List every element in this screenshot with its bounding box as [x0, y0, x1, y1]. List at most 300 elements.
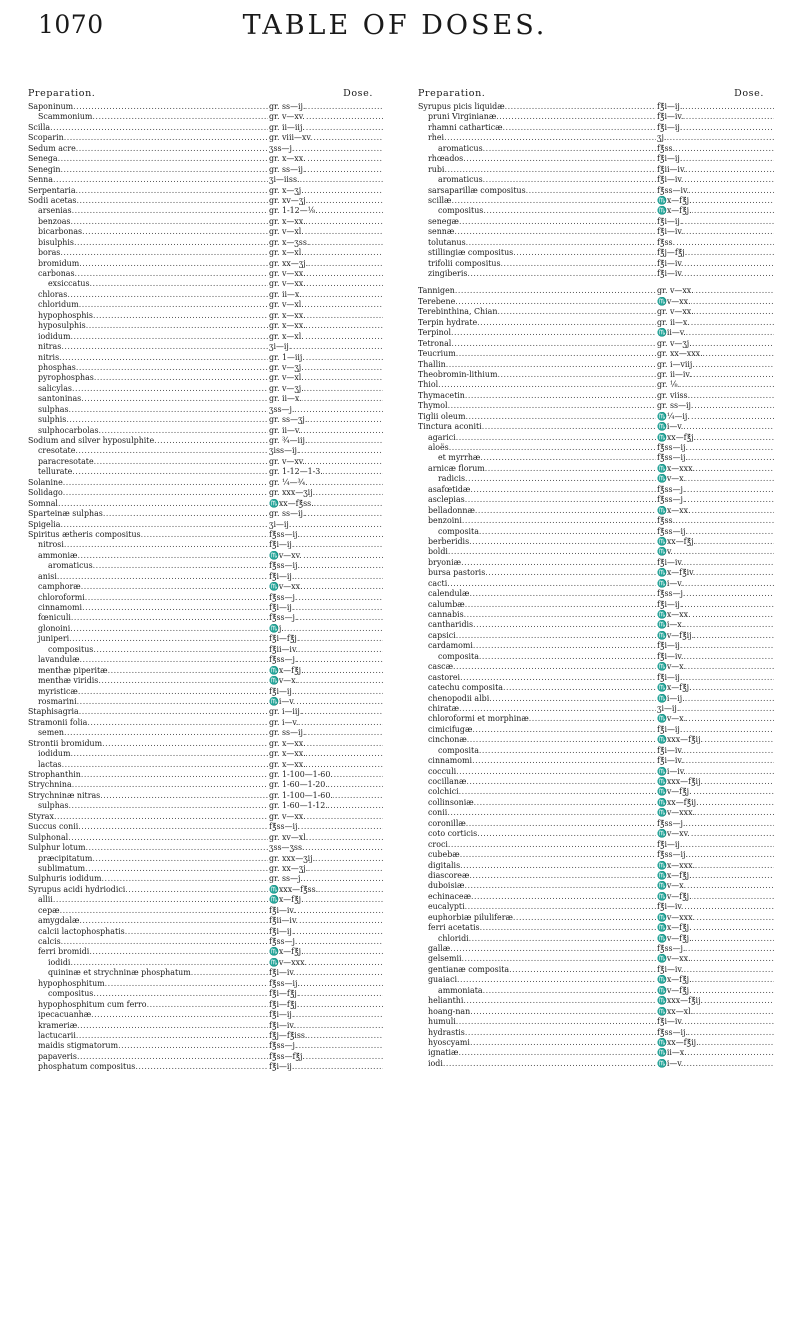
preparation-name: Stramonii folia	[28, 717, 88, 727]
dose-entry	[28, 373, 383, 383]
preparation-name: euphorbiæ piluliferæ	[428, 912, 513, 922]
dot-leader	[79, 259, 383, 269]
preparation-name: Terpin hydrate	[418, 317, 478, 327]
preparation-name: colchici	[428, 787, 459, 797]
dot-leader	[141, 530, 383, 540]
preparation-name: Teucrium	[418, 349, 456, 359]
dose-entry	[28, 112, 383, 122]
dot-leader	[73, 102, 383, 112]
dose-entry	[418, 380, 774, 390]
dose-value: ♏v—xx.	[657, 296, 691, 306]
dot-leader	[147, 1000, 383, 1010]
dose-value: ♏v—xxx.	[269, 957, 308, 967]
dose-entry	[418, 819, 774, 829]
dose-entry	[418, 589, 774, 599]
dot-leader	[60, 906, 383, 916]
preparation-name: ipecacuanhæ	[38, 1010, 92, 1020]
preparation-name: Styrax	[28, 811, 54, 821]
dose-entry	[418, 328, 774, 338]
dot-leader	[485, 464, 774, 474]
dot-leader	[470, 1038, 774, 1048]
dose-entry	[28, 958, 383, 968]
dose-value: ♏v—xx.	[657, 954, 691, 964]
dot-leader	[444, 133, 774, 143]
dot-leader	[459, 217, 774, 227]
dose-value: f℥ss—j.	[269, 613, 298, 623]
dose-value: f℥i—iv.	[657, 745, 684, 755]
preparation-name: tellurate	[38, 467, 73, 477]
dose-value: f℥i—ij.	[657, 102, 683, 111]
preparation-name: quininæ et strychninæ phosphatum	[48, 968, 191, 978]
dot-leader	[463, 154, 774, 164]
dot-leader	[483, 144, 774, 154]
dot-leader	[63, 488, 383, 498]
dose-value: gr. 1-12—1-3.	[269, 467, 323, 477]
dose-entry	[418, 641, 774, 651]
dot-leader	[444, 165, 774, 175]
dot-leader	[76, 186, 383, 196]
preparation-name: rhei	[428, 133, 445, 143]
dose-value: gr. 1-60—1-20.	[269, 780, 328, 790]
preparation-name: bryoniæ	[428, 557, 462, 567]
dose-entry	[28, 446, 383, 456]
dot-leader	[75, 269, 383, 279]
dot-leader	[465, 1028, 774, 1038]
dot-leader	[479, 527, 774, 537]
dose-value: f℥j—f℥iss.	[269, 1030, 308, 1040]
dose-value: gr. x—ʒj.	[269, 185, 304, 195]
preparation-name: cannabis	[428, 610, 464, 619]
dot-leader	[459, 704, 774, 714]
dot-leader	[474, 798, 774, 808]
dose-entry	[28, 227, 383, 237]
dose-value: f℥ii—iv.	[269, 644, 298, 654]
dose-value: gr. v—xl.	[269, 227, 304, 237]
dose-value: f℥i—iv.	[657, 651, 684, 661]
dose-value: f℥ss—ij.	[657, 1027, 688, 1037]
dose-entry	[28, 259, 383, 269]
preparation-name: sulphis	[38, 415, 67, 425]
dose-value: f℥i—ij.	[269, 571, 295, 581]
dose-value: gr. v—xl.	[269, 373, 304, 383]
dot-leader	[69, 801, 383, 811]
dose-entry	[28, 906, 383, 916]
dot-leader	[60, 165, 383, 175]
dose-entry	[418, 259, 774, 269]
preparation-name: Senegin	[28, 164, 61, 174]
dose-value: f℥ss—ij.	[269, 561, 300, 571]
preparation-name: iodidum	[38, 331, 71, 341]
dose-value: gr. x—xl.	[269, 248, 304, 258]
dot-leader	[67, 290, 383, 300]
dose-value: ♏xxx—f℥ij.	[657, 777, 704, 786]
dose-entry	[418, 506, 774, 516]
dose-entry	[418, 1059, 774, 1069]
preparation-name: ferri acetatis	[428, 923, 480, 933]
preparation-name: et myrrhæ	[438, 453, 481, 463]
dose-entry	[28, 843, 383, 853]
dot-leader	[479, 746, 774, 756]
dose-value: ♏v—xx.	[269, 582, 303, 592]
dot-leader	[447, 808, 774, 818]
preparation-name: composita	[438, 526, 479, 536]
preparation-name: cepæ	[38, 905, 60, 915]
dose-value: gr. ii—iij.	[269, 122, 305, 132]
dot-leader	[63, 478, 383, 488]
dose-value: gr. ⅛.	[657, 380, 681, 390]
dose-entry	[418, 787, 774, 797]
dose-entry	[418, 349, 774, 359]
dose-entry	[418, 954, 774, 964]
dose-value: f℥i—iv.	[657, 269, 684, 278]
dose-value: f℥i—f℥j.	[269, 634, 300, 644]
dose-value: ʒss—ʒss.	[269, 843, 305, 853]
preparation-name: iodi	[428, 1058, 443, 1068]
dot-leader	[125, 927, 383, 937]
dot-leader	[513, 913, 774, 923]
dose-entry	[418, 934, 774, 944]
preparation-name: cinchonæ	[428, 735, 467, 745]
dose-value: f℥ss—j.	[657, 484, 686, 494]
dose-value: ♏ii—x.	[657, 1048, 687, 1058]
dot-leader	[72, 384, 383, 394]
dose-entry	[28, 812, 383, 822]
preparation-name: eucalypti	[428, 902, 465, 912]
dose-value: gr. x—ʒss.	[269, 237, 310, 247]
dose-value: f℥i—ij.	[657, 216, 683, 226]
dose-value: gr. ss—ij.	[269, 102, 306, 111]
dose-entry	[28, 645, 383, 655]
dose-entry	[418, 443, 774, 453]
dose-value: ♏i—ij.	[657, 693, 685, 703]
dose-entry	[28, 321, 383, 331]
dose-value: f℥i—iv.	[269, 905, 296, 915]
dose-value: f℥ss—j.	[657, 589, 686, 599]
dose-value: ♏xxx—f℥ij.	[657, 996, 704, 1006]
dose-value: ♏x—f℥j.	[657, 923, 692, 933]
dose-value: gr. ss—ij.	[269, 509, 306, 519]
dot-leader	[71, 613, 383, 623]
dot-leader	[455, 297, 774, 307]
preparation-name: boras	[38, 248, 61, 258]
preparation-name: gentianæ composita	[428, 964, 510, 974]
preparation-name: chloroformi et morphinæ	[428, 714, 529, 724]
page-title: TABLE OF DOSES.	[242, 10, 548, 41]
dose-value: gr. v—ʒj.	[269, 383, 304, 393]
dose-value: f℥ss—ij.	[657, 526, 688, 536]
preparation-name: bicarbonas	[38, 227, 83, 237]
preparation-name: ammoniæ	[38, 550, 78, 560]
preparation-name: benzoas	[38, 216, 71, 226]
preparation-name: berberidis	[428, 536, 470, 546]
dot-leader	[102, 874, 383, 884]
dot-leader	[469, 871, 774, 881]
dot-leader	[456, 631, 774, 641]
dot-leader	[58, 499, 383, 509]
dose-entry	[28, 154, 383, 164]
preparation-name: rhamni catharticæ	[428, 122, 503, 132]
dot-leader	[77, 1052, 383, 1062]
preparation-name: compositus	[48, 644, 94, 654]
dose-heading: Dose.	[734, 88, 764, 99]
dose-entry	[28, 572, 383, 582]
dot-leader	[438, 380, 774, 390]
preparation-name: Terebene	[418, 296, 456, 306]
preparation-name: Sulphur lotum	[28, 843, 86, 853]
dot-leader	[453, 662, 774, 672]
dose-entry	[28, 123, 383, 133]
dose-entry	[418, 401, 774, 411]
dose-entry	[418, 133, 774, 143]
dose-value: ♏v—x.	[657, 662, 687, 672]
dot-leader	[501, 259, 774, 269]
dose-value: ʒi—iiss.	[269, 175, 300, 185]
dose-value: ♏i—v.	[269, 696, 296, 706]
dot-leader	[60, 248, 383, 258]
dot-leader	[451, 339, 774, 349]
dose-value: f℥i—ij.	[657, 672, 683, 682]
dose-value: ♏i—v.	[657, 1058, 684, 1068]
dot-leader	[72, 780, 383, 790]
dose-entry	[418, 339, 774, 349]
dose-entry	[28, 833, 383, 843]
preparation-name: aloës	[428, 443, 449, 452]
dose-entry	[28, 895, 383, 905]
preparation-name: salicylas	[38, 383, 72, 393]
dot-leader	[89, 947, 383, 957]
dose-value: f℥i—iv.	[657, 258, 684, 268]
dot-leader	[464, 881, 774, 891]
preparation-name: Thymacetin	[418, 390, 465, 400]
dot-leader	[497, 370, 774, 380]
dose-entry	[418, 495, 774, 505]
preparation-name: pyrophosphas	[38, 373, 94, 383]
dose-entry	[418, 652, 774, 662]
dose-value: ♏xx—f℥ij.	[657, 797, 699, 807]
dot-leader	[465, 412, 774, 422]
dose-value: gr. v—xv.	[269, 456, 305, 466]
dose-value: f℥i—iv.	[657, 964, 684, 974]
dot-leader	[455, 286, 774, 296]
preparation-name: chloridum	[38, 300, 79, 310]
preparation-name: Sparteinæ sulphas	[28, 509, 103, 519]
dose-value: f℥i—ij.	[269, 1062, 295, 1072]
preparation-name: juniperi	[38, 634, 70, 644]
page-number: 1070	[38, 10, 104, 39]
dose-value: ♏x—f℥j.	[657, 195, 692, 205]
dose-value: f℥ss—ij.	[269, 529, 300, 539]
preparation-name: sulphocarbolas	[38, 425, 99, 435]
dose-value: gr. xx—xxx.	[657, 349, 703, 359]
dot-leader	[54, 812, 383, 822]
preparation-name: helianthi	[428, 996, 464, 1006]
preparation-name: maidis stigmatorum	[38, 1041, 119, 1051]
dot-leader	[496, 112, 774, 122]
dose-entry	[418, 714, 774, 724]
dose-value: f℥ss—ij.	[657, 850, 688, 860]
dose-value: ♏xxx—f℥ss.	[269, 884, 319, 894]
dot-leader	[105, 979, 383, 989]
preparation-name: Serpentaria	[28, 185, 76, 195]
preparation-name: agarici	[428, 432, 456, 442]
dot-leader	[94, 373, 383, 383]
dose-value: ♏v—xxx.	[657, 808, 696, 818]
preparation-name: Strychnina	[28, 780, 72, 790]
dose-entry	[418, 923, 774, 933]
dose-heading: Dose.	[343, 88, 373, 99]
preparation-name: Scammonium	[38, 112, 93, 122]
dot-leader	[450, 944, 774, 954]
preparation-name: ammoniata	[438, 985, 483, 995]
dot-leader	[68, 833, 383, 843]
preparation-name: asafœtidæ	[428, 484, 471, 494]
dose-value: ♏v—x.	[657, 881, 687, 891]
dose-entry	[418, 144, 774, 154]
dose-value: f℥ss—iv.	[657, 185, 690, 195]
dose-entry	[28, 968, 383, 978]
preparation-name: guaiaci	[428, 975, 458, 985]
dose-entry	[28, 854, 383, 864]
dot-leader	[75, 446, 383, 456]
dose-entry	[418, 694, 774, 704]
preparation-name: fœniculi	[38, 613, 71, 623]
preparation-name: humuli	[428, 1017, 456, 1027]
dose-value: f℥ss—ij.	[269, 978, 300, 988]
dot-leader	[61, 342, 383, 352]
dot-leader	[78, 687, 383, 697]
dose-entry	[28, 739, 383, 749]
dose-entry	[28, 593, 383, 603]
dose-value: f℥i—iv.	[657, 227, 684, 237]
dot-leader	[480, 923, 774, 933]
dose-entry	[28, 791, 383, 801]
dot-leader	[53, 175, 383, 185]
dose-entry	[418, 307, 774, 317]
dose-entry	[28, 780, 383, 790]
dose-entry	[418, 861, 774, 871]
dose-entry	[418, 297, 774, 307]
preparation-name: glonoini	[38, 623, 71, 633]
dot-leader	[62, 760, 383, 770]
dot-leader	[513, 248, 774, 258]
preparation-name: chloridi	[438, 933, 469, 943]
dose-entry	[418, 913, 774, 923]
dot-leader	[451, 328, 774, 338]
dot-leader	[462, 516, 774, 526]
dot-leader	[469, 934, 774, 944]
dose-entry	[418, 568, 774, 578]
preparation-name: cimicifugæ	[428, 724, 473, 734]
dot-leader	[470, 1007, 774, 1017]
dose-entry	[418, 558, 774, 568]
dose-value: ♏xx—f℥ij.	[657, 1037, 699, 1047]
dose-value: ʒiss—ij.	[269, 446, 300, 456]
dot-leader	[79, 707, 383, 717]
dot-leader	[472, 725, 774, 735]
page-header	[0, 0, 800, 50]
dot-leader	[462, 954, 775, 964]
dose-value: gr. ii—x.	[269, 394, 302, 404]
preparation-name: papaveris	[38, 1051, 77, 1061]
dose-entry	[28, 353, 383, 363]
preparation-name: Spigelia	[28, 519, 61, 529]
dose-entry	[418, 892, 774, 902]
dose-entry	[418, 196, 774, 206]
dose-value: gr. v—xx.	[269, 269, 306, 278]
preparation-name: hydrastis	[428, 1027, 465, 1037]
preparation-name: ignatiæ	[428, 1048, 459, 1058]
preparation-name: allii	[38, 895, 53, 905]
dot-leader	[79, 916, 383, 926]
dot-leader	[72, 467, 383, 477]
dot-leader	[93, 561, 383, 571]
preparation-name: myristicæ	[38, 686, 78, 696]
dose-entry	[418, 944, 774, 954]
dose-entry	[418, 453, 774, 463]
dose-entry	[418, 756, 774, 766]
dose-entry	[28, 540, 383, 550]
dose-value: f℥ss—j.	[269, 937, 298, 946]
dose-value: ♏i—v.	[657, 422, 684, 432]
dot-leader	[454, 227, 774, 237]
dose-entry	[418, 620, 774, 630]
dose-value: ♏x—f℥j.	[657, 870, 692, 880]
dose-value: f℥ss—ij.	[657, 453, 688, 463]
dot-leader	[467, 269, 774, 279]
dose-value: ♏xx—f℥j.	[657, 536, 697, 546]
dose-entry	[418, 610, 774, 620]
dot-leader	[77, 697, 383, 707]
dose-entry	[418, 631, 774, 641]
preparation-name: Strophanthin	[28, 770, 81, 779]
dot-leader	[76, 144, 383, 154]
dot-leader	[475, 506, 774, 516]
dose-value: ♏x—f℥j.	[657, 683, 692, 693]
dose-value: f℥ss.	[657, 143, 676, 153]
dose-value: gr. xx—ʒj.	[269, 863, 309, 873]
dose-entry	[418, 269, 774, 279]
dose-entry	[28, 436, 383, 446]
dose-value: ♏x—xxx.	[657, 860, 696, 870]
preparation-name: benzoini	[428, 516, 462, 526]
preparation-name: Tinctura aconiti	[418, 422, 482, 432]
dose-value: gr. v—xl.	[269, 300, 304, 310]
preparation-name: lactas	[38, 759, 62, 769]
dose-value: gr. viii—xv.	[269, 133, 313, 143]
dose-value: ♏xxx—f℥ij.	[657, 735, 704, 745]
dose-value: f℥ss—ij.	[657, 443, 688, 452]
preparation-name: sarsaparillæ compositus	[428, 185, 526, 195]
dose-entry	[28, 551, 383, 561]
dot-leader	[61, 937, 383, 947]
dose-value: ♏v—f℥j.	[657, 985, 692, 995]
dot-leader	[78, 822, 383, 832]
dose-value: gr. x—xx.	[269, 154, 306, 164]
dot-leader	[505, 102, 774, 112]
dose-value: gr. ss—ij.	[269, 164, 306, 174]
preparation-name: Tetronal	[418, 338, 452, 348]
dose-entry	[418, 412, 774, 422]
preparation-name: aromaticus	[48, 561, 93, 571]
dot-leader	[81, 770, 383, 780]
dose-value: ♏v—f℥j.	[657, 787, 692, 797]
preparation-name: diascoreæ	[428, 870, 470, 880]
preparation-name: Thallin	[418, 359, 446, 369]
preparation-name: sulphas	[38, 404, 69, 414]
preparation-name: cacti	[428, 578, 448, 588]
preparation-name: Somnal	[28, 498, 58, 508]
dose-value: gr. 1-12—⅛.	[269, 206, 318, 216]
